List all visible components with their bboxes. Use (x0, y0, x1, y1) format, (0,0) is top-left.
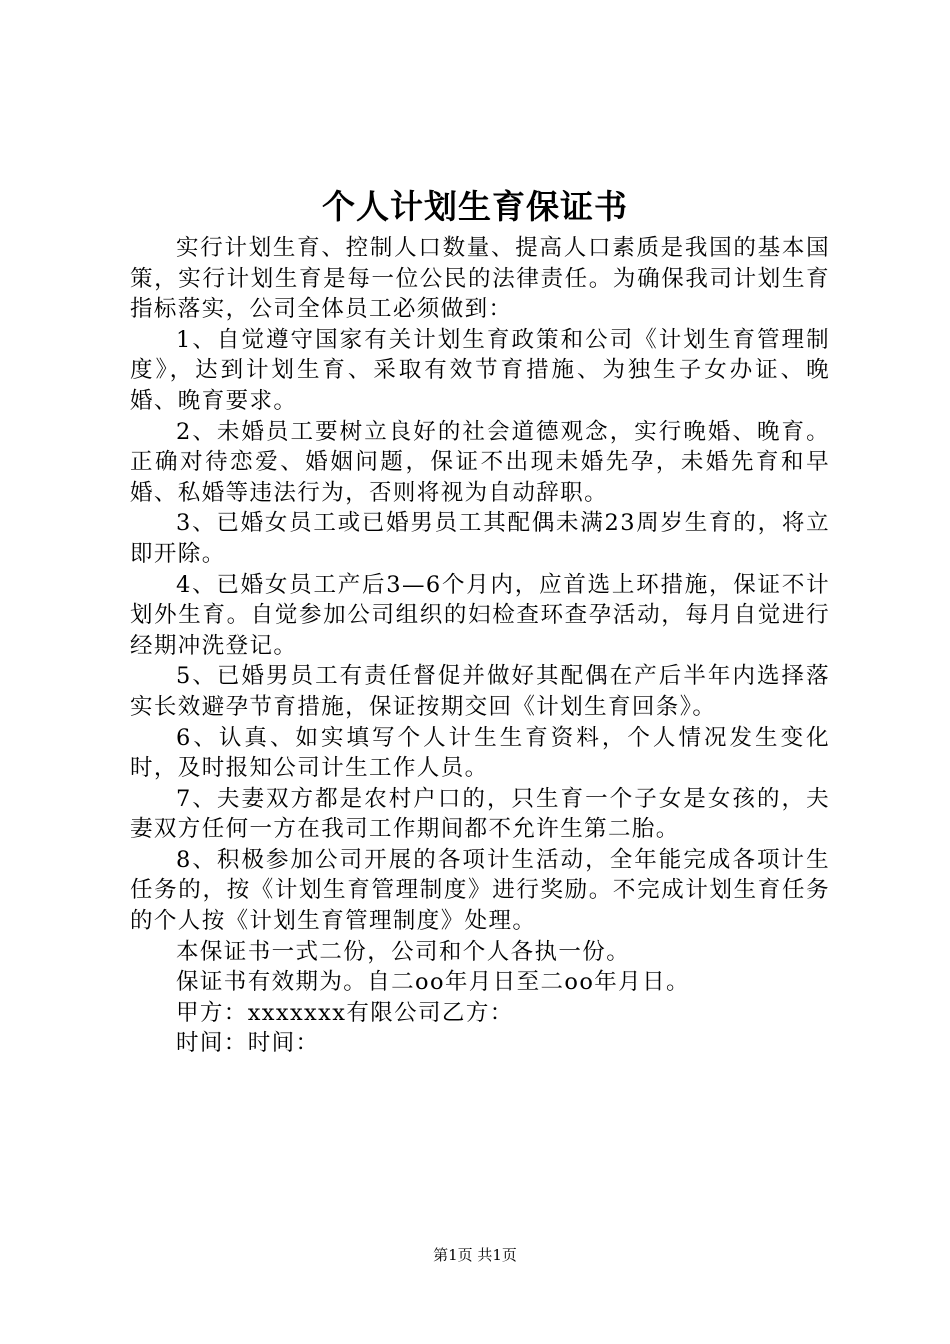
clause-6-paragraph: 6、认真、如实填写个人计生生育资料，个人情况发生变化时，及时报知公司计生工作人员。 (130, 724, 830, 782)
clause-7-paragraph: 7、夫妻双方都是农村户口的，只生育一个子女是女孩的，夫妻双方任何一方在我司工作期间都不允许生第二胎。 (130, 785, 830, 843)
validity-statement: 保证书有效期为。自二oo年月日至二oo年月日。 (176, 969, 690, 996)
document-title: 个人计划生育保证书 (322, 187, 628, 226)
clause-1-paragraph: 1、自觉遵守国家有关计划生育政策和公司《计划生育管理制度》，达到计划生育、采取有效节育措施、为独生子女办证、晚婚、晚育要求。 (130, 326, 830, 414)
clause-8-paragraph: 8、积极参加公司开展的各项计生活动，全年能完成各项计生任务的，按《计划生育管理制度》进行奖励。不完成计划生育任务的个人按《计划生育管理制度》处理。 (130, 846, 830, 935)
clause-2-paragraph: 2、未婚员工要树立良好的社会道德观念，实行晚婚、晚育。正确对待恋爱、婚姻问题，保证不出现未婚先孕，未婚先育和早婚、私婚等违法行为，否则将视为自动辞职。 (130, 418, 830, 506)
clause-4-paragraph: 4、已婚女员工产后3—6个月内，应首选上环措施，保证不计划外生育。自觉参加公司组织的妇检查环查孕活动，每月自觉进行经期冲洗登记。 (130, 571, 830, 659)
date-line: 时间：时间： (176, 1030, 320, 1057)
parties-line: 甲方：xxxxxxx有限公司乙方： (176, 999, 514, 1026)
clause-5-paragraph: 5、已婚男员工有责任督促并做好其配偶在产后半年内选择落实长效避孕节育措施，保证按期交回《计划生育回条》。 (130, 663, 830, 720)
clause-3-paragraph: 3、已婚女员工或已婚男员工其配偶未满23周岁生育的，将立即开除。 (130, 510, 830, 567)
page-number-footer: 第1页 共1页 (433, 1246, 517, 1264)
document-body (130, 233, 830, 1059)
intro-paragraph: 实行计划生育、控制人口数量、提高人口素质是我国的基本国策，实行计划生育是每一位公民的法律责任。为确保我司计划生育指标落实，公司全体员工必须做到： (130, 235, 830, 323)
copies-statement: 本保证书一式二份，公司和个人各执一份。 (176, 938, 631, 965)
